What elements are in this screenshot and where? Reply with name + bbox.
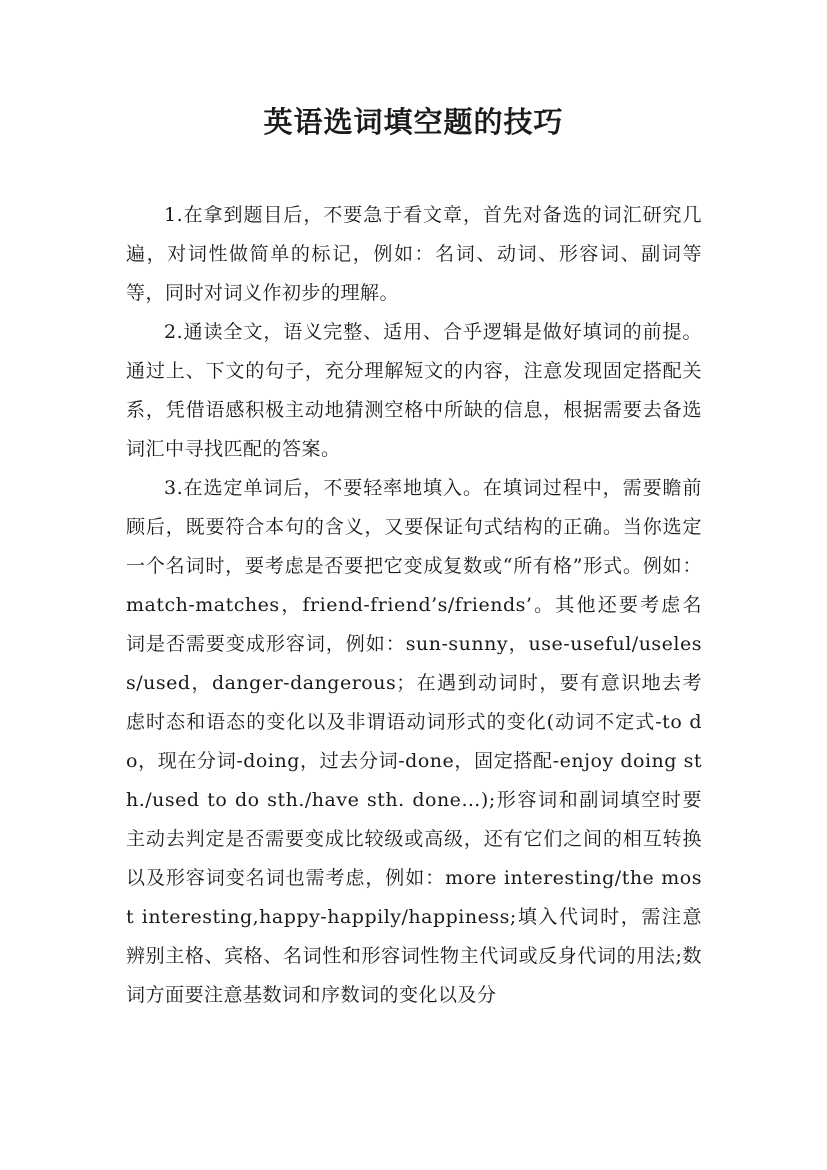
document-title: 英语选词填空题的技巧 (263, 105, 564, 139)
paragraph-2: 2.通读全文，语义完整、适用、合乎逻辑是做好填词的前提。通过上、下文的句子，充分理解短文的内容，注意发现固定搭配关系，凭借语感积极主动地猜测空格中所缺的信息，根据需要去备选词汇中寻找匹配的答案。 (126, 321, 702, 460)
paragraph-1: 1.在拿到题目后，不要急于看文章，首先对备选的词汇研究几遍，对词性做简单的标记，例如：名词、动词、形容词、副词等等，同时对词义作初步的理解。 (126, 204, 702, 304)
paragraph-3: 3.在选定单词后，不要轻率地填入。在填词过程中，需要瞻前顾后，既要符合本句的含义，又要保证句式结构的正确。当你选定一个名词时，要考虑是否要把它变成复数或“所有格”形式。例如：match-matches，friend-friend’s/friends’。其他还要考虑名词是否需要变成形容词，例如：sun-sunny，use-useful/useless/used，danger-dangerous；在遇到动词时，要有意识地去考虑时态和语态的变化以及非谓语动词形式的变化(动词不定式-to do，现在分词-doing，过去分词-done，固定搭配-enjoy doing sth./used to do sth./have sth. done…);形容词和副词填空时要主动去判定是否需要变成比较级或高级，还有它们之间的相互转换以及形容词变名词也需考虑，例如：more interesting/the most interesting,happy-happily/happiness;填入代词时，需注意辨别主格、宾格、名词性和形容词性物主代词或反身代词的用法;数词方面要注意基数词和序数词的变化以及分 (126, 477, 702, 1006)
document-body (126, 196, 702, 1015)
